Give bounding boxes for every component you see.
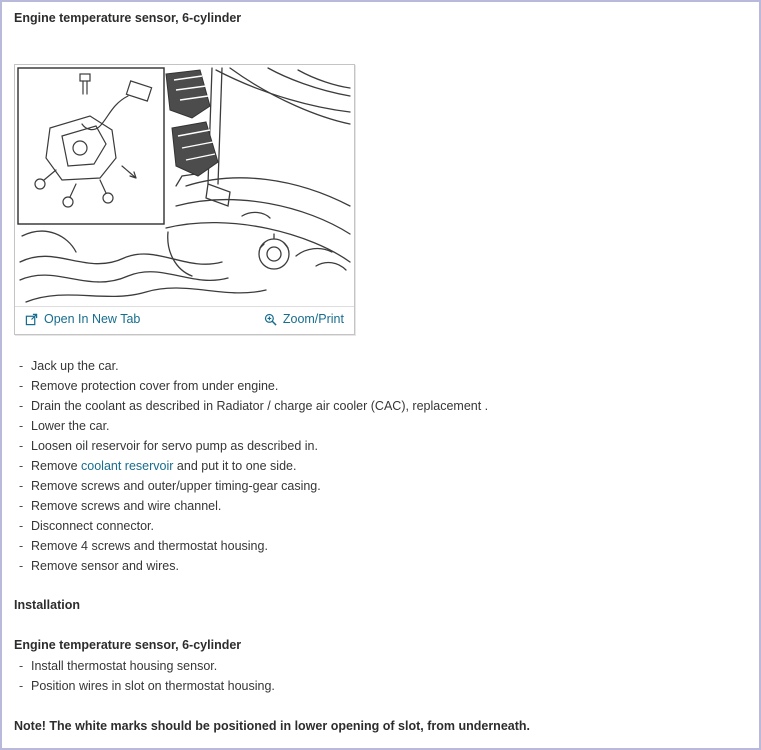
open-in-new-tab-label: Open In New Tab — [44, 312, 141, 326]
step-text: Drain the coolant as described in Radiator / charge air cooler (CAC), replacement . — [31, 399, 489, 413]
removal-step — [14, 436, 747, 456]
removal-step — [14, 476, 747, 496]
engine-diagram-drawing — [16, 66, 353, 306]
installation-heading: Installation — [14, 598, 80, 612]
installation-steps-list — [14, 656, 747, 696]
figure-block — [14, 64, 355, 335]
step-text: Lower the car. — [31, 419, 110, 433]
coolant-reservoir-link[interactable]: coolant reservoir — [81, 459, 174, 473]
step-text: Install thermostat housing sensor. — [31, 659, 218, 673]
installation-subheading: Engine temperature sensor, 6-cylinder — [14, 638, 242, 652]
step-text: Jack up the car. — [31, 359, 119, 373]
zoom-print-label: Zoom/Print — [282, 312, 344, 326]
removal-steps-list — [14, 356, 747, 576]
removal-step — [14, 416, 747, 436]
installation-step — [14, 676, 747, 696]
zoom-icon — [264, 313, 277, 326]
step-text: Position wires in slot on thermostat housing. — [31, 679, 275, 693]
removal-step — [14, 516, 747, 536]
step-text — [31, 459, 296, 473]
installation-step — [14, 656, 747, 676]
step-text: Loosen oil reservoir for servo pump as described in. — [31, 439, 318, 453]
step-text-prefix: Remove — [31, 459, 82, 473]
step-text-suffix: and put it to one side. — [173, 459, 297, 473]
removal-step — [14, 556, 747, 576]
open-in-new-tab-link[interactable] — [25, 312, 140, 326]
note-text: Note! The white marks should be positioned in lower opening of slot, from underneath. — [14, 719, 530, 733]
removal-step — [14, 376, 747, 396]
step-text: Remove screws and outer/upper timing-gear casing. — [31, 479, 321, 493]
removal-step — [14, 356, 747, 376]
step-text: Remove 4 screws and thermostat housing. — [31, 539, 268, 553]
step-text: Remove sensor and wires. — [31, 559, 179, 573]
engine-diagram-image[interactable] — [15, 65, 354, 307]
removal-step — [14, 496, 747, 516]
step-text: Disconnect connector. — [31, 519, 154, 533]
zoom-print-link[interactable] — [264, 312, 344, 326]
removal-step — [14, 456, 747, 476]
step-text: Remove protection cover from under engine. — [31, 379, 279, 393]
figure-toolbar — [15, 307, 354, 334]
removal-step — [14, 396, 747, 416]
page-title: Engine temperature sensor, 6-cylinder — [14, 11, 242, 25]
step-text: Remove screws and wire channel. — [31, 499, 222, 513]
removal-step — [14, 536, 747, 556]
open-in-new-tab-icon — [25, 313, 38, 326]
